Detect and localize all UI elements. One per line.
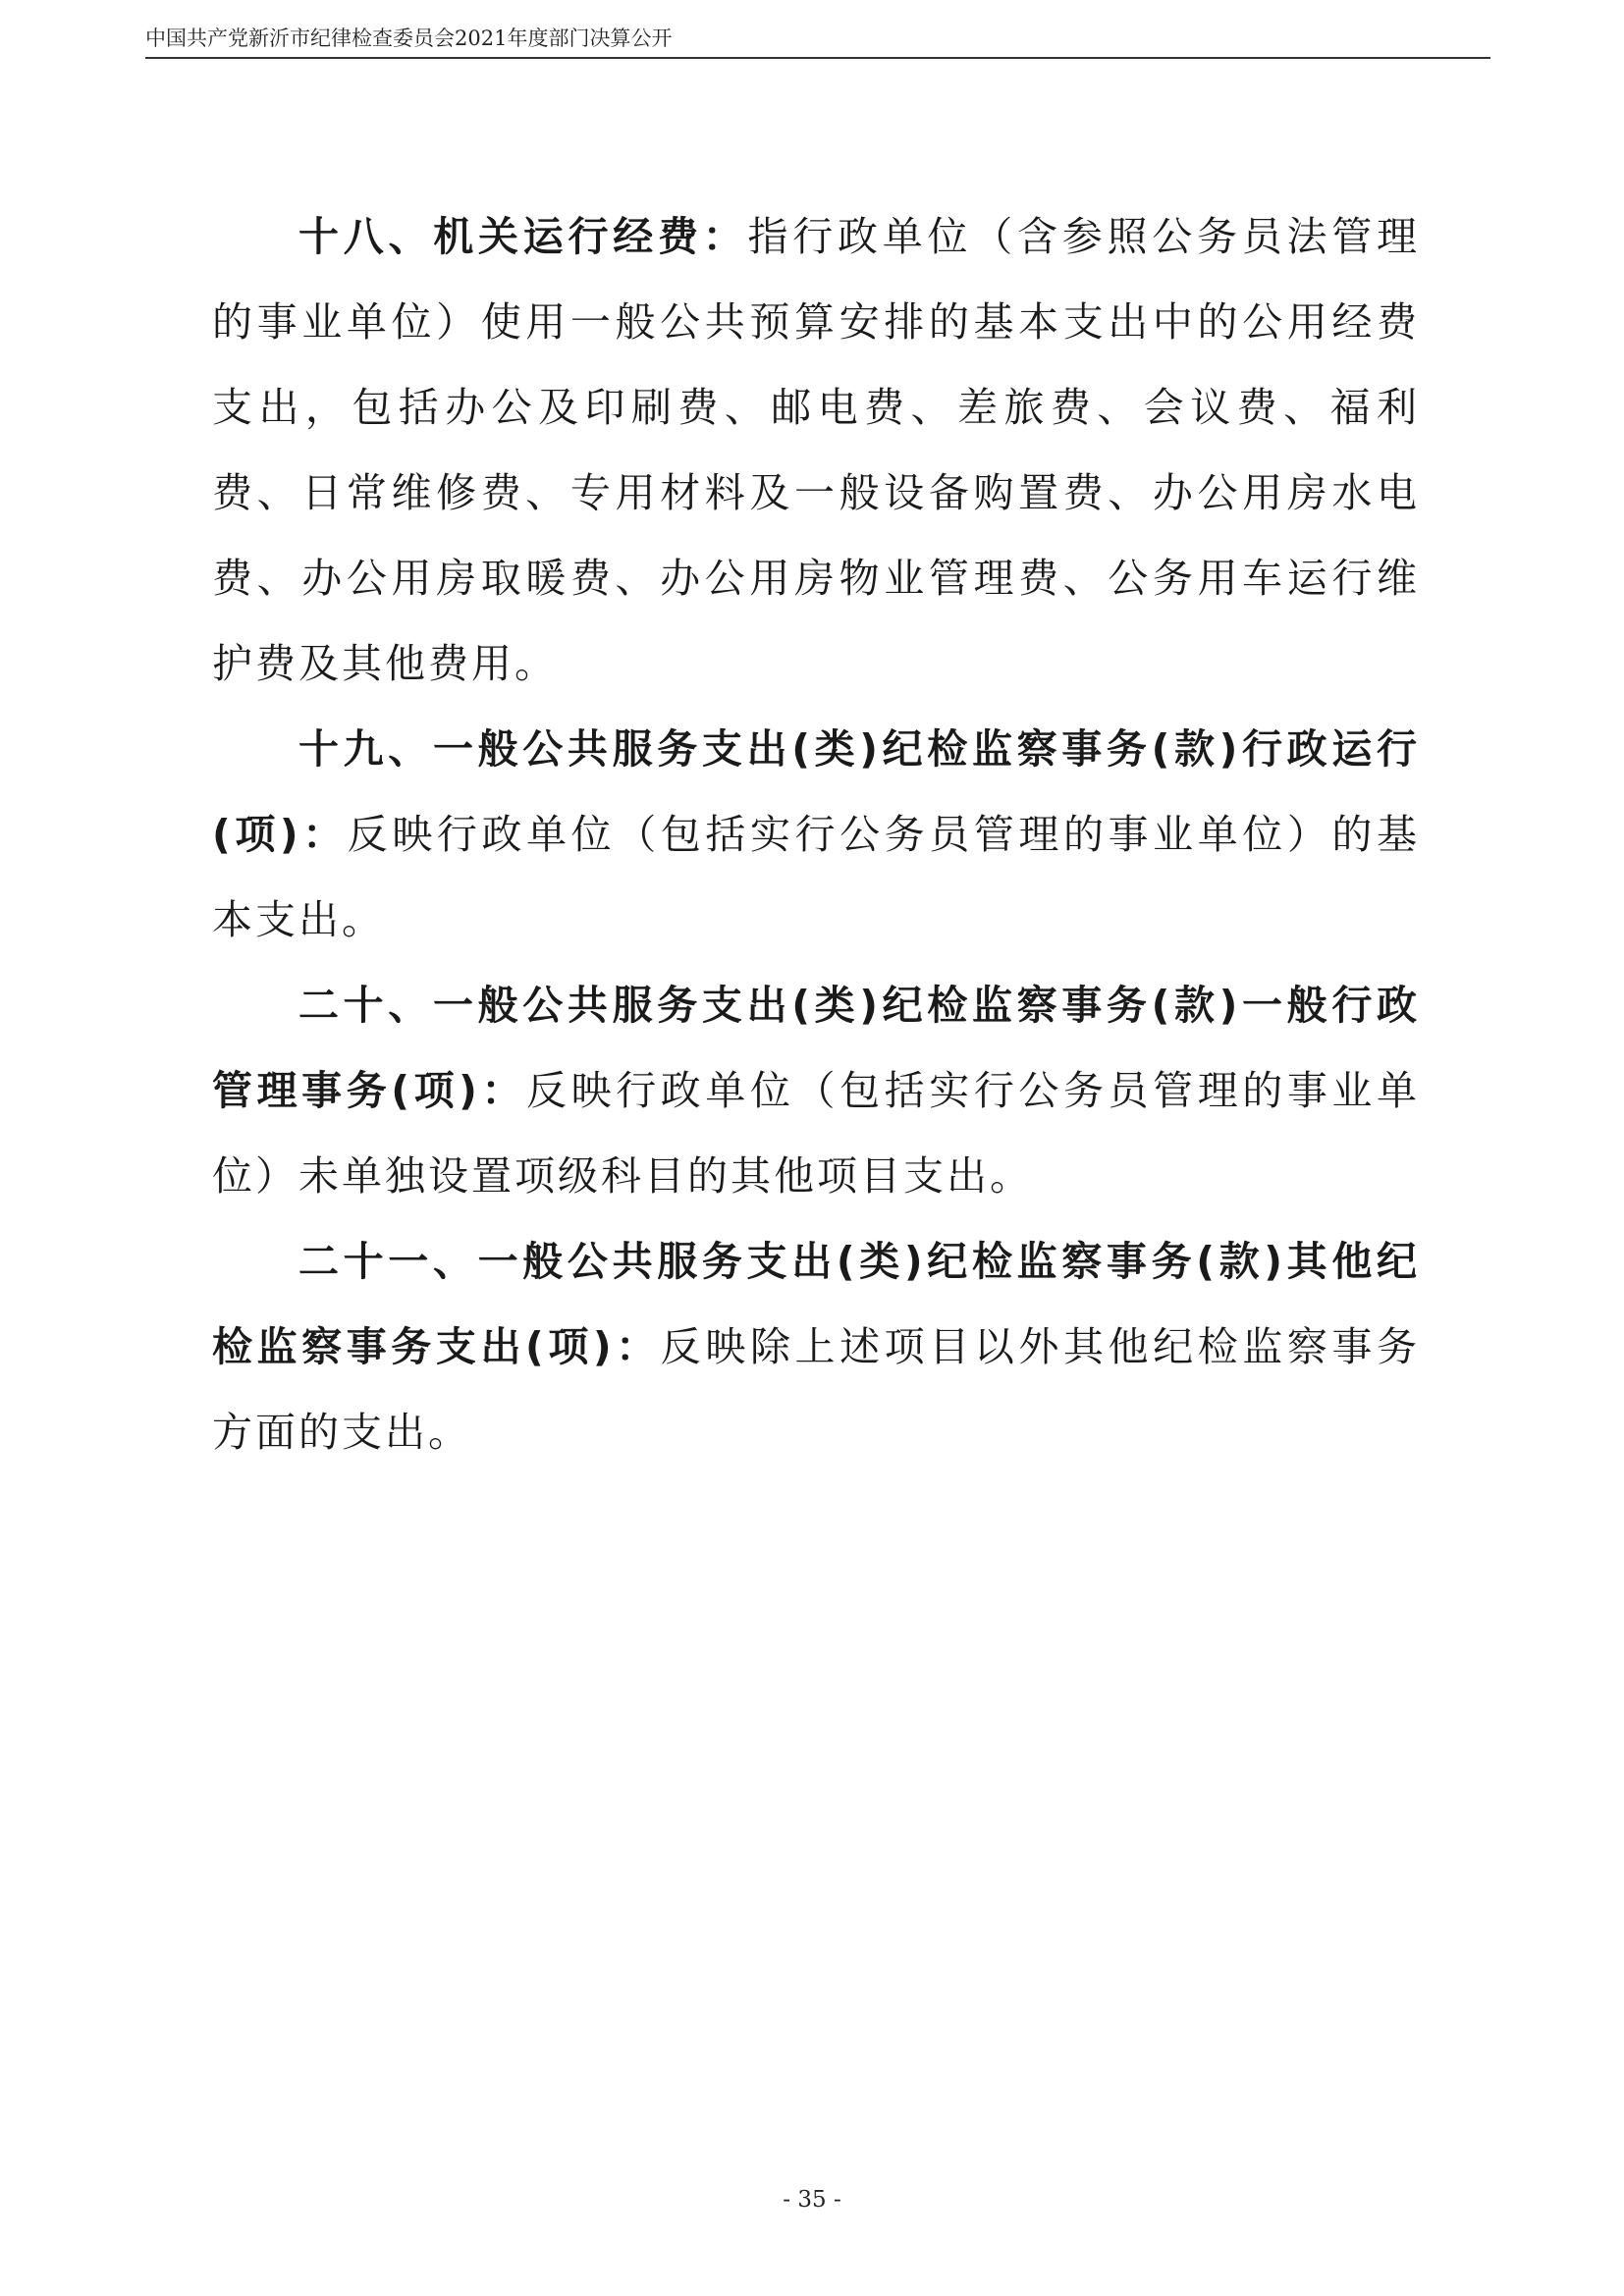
term-heading: 二十一、一般公共服务支出(类)纪检监察事务(款)其他纪检监察事务支出(项)： xyxy=(212,1238,1420,1370)
paragraph-19 xyxy=(212,707,1420,963)
term-heading: 十八、机关运行经费： xyxy=(298,213,748,260)
term-definition: 反映行政单位（包括实行公务员管理的事业单位）的基本支出。 xyxy=(212,811,1420,943)
paragraph-20 xyxy=(212,963,1420,1219)
header-title: 中国共产党新沂市纪律检查委员会2021年度部门决算公开 xyxy=(145,27,673,50)
paragraph-18 xyxy=(212,194,1420,707)
term-heading: 二十、一般公共服务支出(类)纪检监察事务(款)一般行政管理事务(项)： xyxy=(212,982,1420,1114)
page-header xyxy=(145,22,1490,59)
term-definition: 反映行政单位（包括实行公务员管理的事业单位）未单独设置项级科目的其他项目支出。 xyxy=(212,1067,1420,1200)
term-definition: 指行政单位（含参照公务员法管理的事业单位）使用一般公共预算安排的基本支出中的公用经费支出，包括办公及印刷费、邮电费、差旅费、会议费、福利费、日常维修费、专用材料及一般设备购置费、办公用房水电费、办公用房取暖费、办公用房物业管理费、公务用车运行维护费及其他费用。 xyxy=(212,213,1420,687)
term-heading: 十九、一般公共服务支出(类)纪检监察事务(款)行政运行(项)： xyxy=(212,725,1420,858)
page-number: - 35 - xyxy=(783,2187,841,2213)
term-definition: 反映除上述项目以外其他纪检监察事务方面的支出。 xyxy=(212,1323,1420,1456)
paragraph-21 xyxy=(212,1219,1420,1475)
document-body xyxy=(212,194,1420,1475)
page-footer xyxy=(0,2185,1624,2215)
